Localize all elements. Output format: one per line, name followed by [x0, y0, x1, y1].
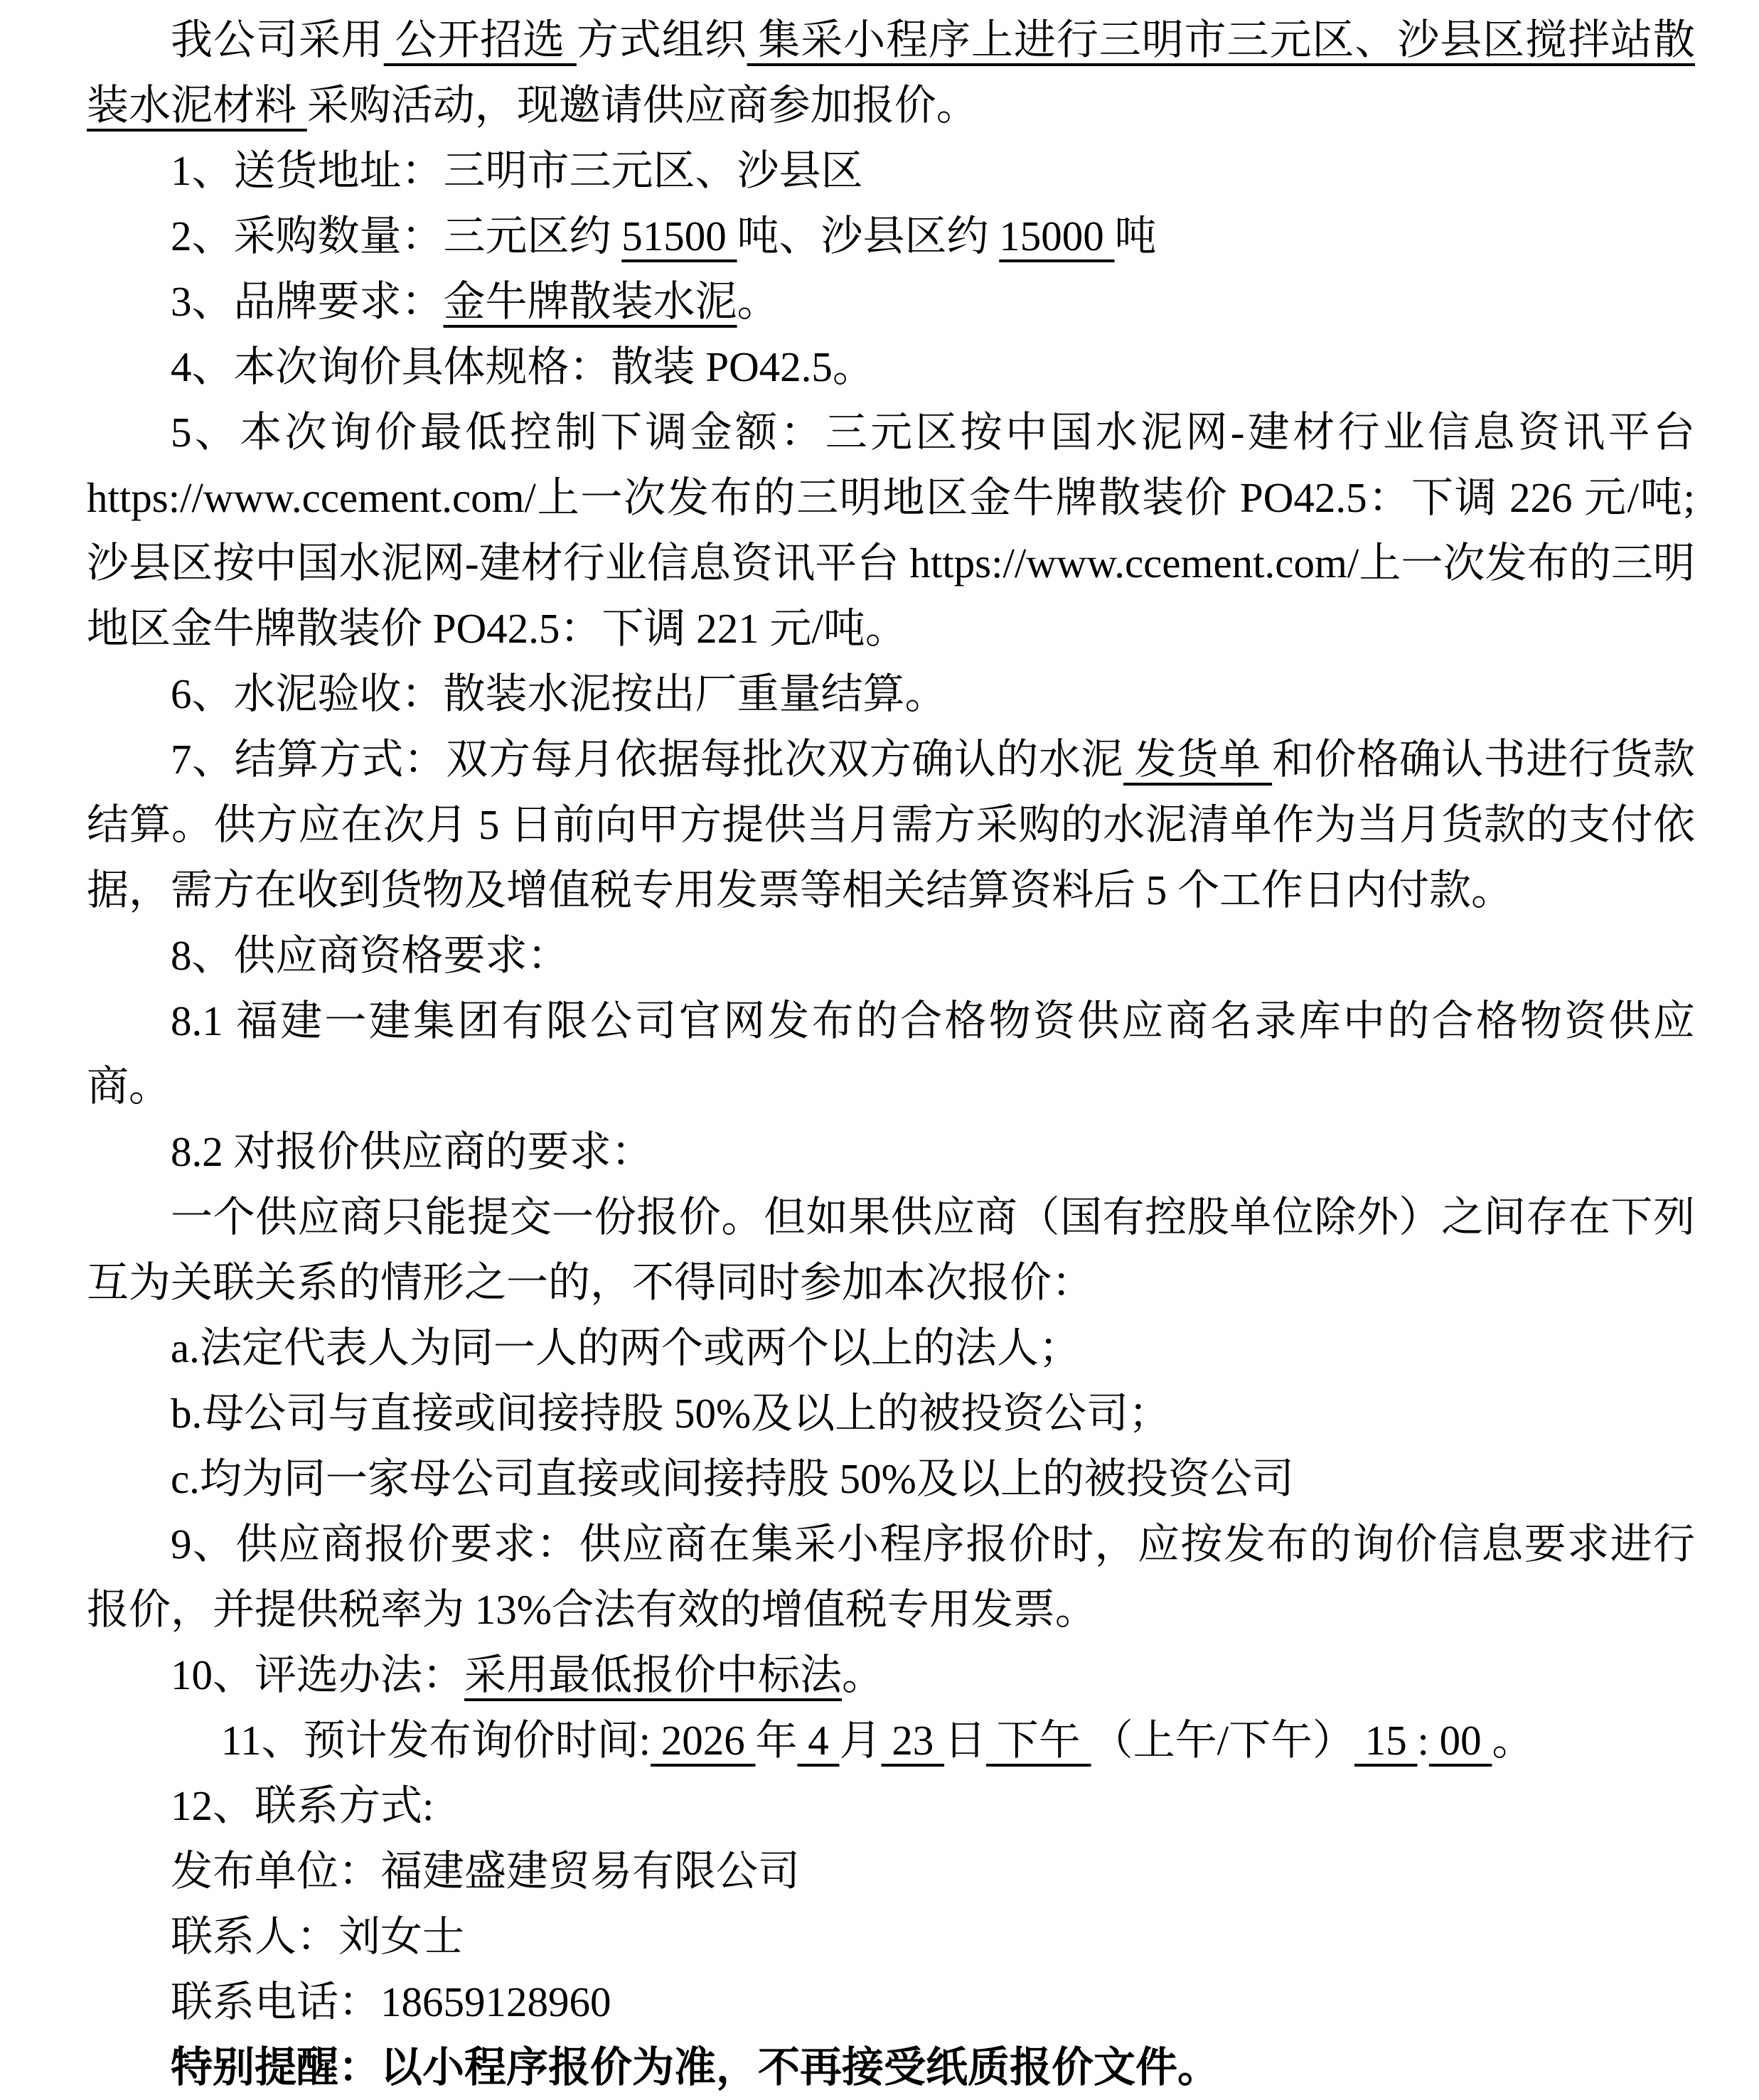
underlined-text: 23 [881, 1717, 945, 1764]
text-segment: 发布单位：福建盛建贸易有限公司 [171, 1848, 801, 1895]
text-segment: 。 [1492, 1717, 1534, 1764]
underlined-text: 金牛牌散装水泥 [443, 278, 737, 325]
text-segment: 一个供应商只能提交一份报价。但如果供应商（国有控股单位除外）之间存在下列互为关联关系的情形之一的，不得同时参加本次报价： [87, 1194, 1695, 1306]
text-segment: 和价格确认书进行货款结算。供方应在次月 5 日前向甲方提供当月需方采购的水泥清单作为当月货款的支付依据，需方在收到货物及增值税专用发票等相关结算资料后 5 个工作日内付款。 [87, 736, 1695, 914]
underlined-text: 15000 [999, 213, 1115, 259]
paragraph-14 [87, 1381, 1695, 1446]
underlined-text: 公开招选 [383, 16, 577, 63]
paragraph-17 [87, 1642, 1695, 1708]
text-segment: 特别提醒：以小程序报价为准，不再接受纸质报价文件。 [171, 2044, 1220, 2091]
text-segment: 吨、沙县区约 [737, 213, 1000, 259]
text-segment: 4、本次询价具体规格：散装 PO42.5。 [171, 343, 875, 390]
underlined-text: 下午 [986, 1717, 1091, 1764]
underlined-text: 发货单 [1123, 736, 1273, 783]
text-segment: 联系电话：18659128960 [171, 1978, 611, 2025]
paragraph-4 [87, 269, 1695, 334]
text-segment: 11、预计发布询价时间: [220, 1717, 651, 1764]
paragraph-15 [87, 1446, 1695, 1511]
text-segment: 9、供应商报价要求：供应商在集采小程序报价时，应按发布的询价信息要求进行报价，并提供税率为 13%合法有效的增值税专用发票。 [87, 1521, 1695, 1633]
paragraph-12 [87, 1184, 1695, 1315]
text-segment: 我公司采用 [171, 16, 384, 63]
text-segment: 8.2 对报价供应商的要求： [171, 1128, 653, 1175]
text-segment: 10、评选办法： [171, 1651, 465, 1698]
text-segment: 日 [944, 1717, 987, 1764]
text-segment: 吨 [1114, 213, 1157, 259]
text-segment: 3、品牌要求： [171, 278, 444, 325]
paragraph-9 [87, 923, 1695, 988]
text-segment: 方式组织 [576, 16, 747, 63]
paragraph-5 [87, 334, 1695, 400]
text-segment: 12、联系方式: [171, 1782, 434, 1829]
paragraph-20 [87, 1838, 1695, 1904]
underlined-text: 4 [797, 1717, 840, 1764]
text-segment: （上午/下午） [1091, 1717, 1354, 1764]
paragraph-22 [87, 1969, 1695, 2035]
paragraph-3 [87, 203, 1695, 269]
document-body [87, 7, 1695, 2100]
paragraph-8 [87, 727, 1695, 923]
paragraph-2 [87, 138, 1695, 203]
text-segment: a.法定代表人为同一人的两个或两个以上的法人； [171, 1324, 1081, 1371]
text-segment: 8.1 福建一建集团有限公司官网发布的合格物资供应商名录库中的合格物资供应商。 [87, 997, 1695, 1110]
paragraph-6 [87, 400, 1695, 661]
underlined-text: 2026 [651, 1717, 756, 1764]
paragraph-10 [87, 988, 1695, 1119]
paragraph-1 [87, 7, 1695, 138]
text-segment: 。 [842, 1651, 884, 1698]
paragraph-7 [87, 661, 1695, 727]
text-segment: 7、结算方式：双方每月依据每批次双方确认的水泥 [171, 736, 1123, 783]
text-segment: 采购活动，现邀请供应商参加报价。 [306, 82, 978, 129]
text-segment: 年 [755, 1717, 798, 1764]
text-segment: : [1417, 1717, 1429, 1764]
underlined-text: 51500 [621, 213, 737, 259]
text-segment: c.均为同一家母公司直接或间接持股 50%及以上的被投资公司 [171, 1455, 1294, 1502]
paragraph-16 [87, 1511, 1695, 1642]
text-segment: 联系人：刘女士 [171, 1913, 465, 1960]
paragraph-13 [87, 1315, 1695, 1381]
underlined-text: 采用最低报价中标法 [464, 1651, 843, 1698]
text-segment: 6、水泥验收：散装水泥按出厂重量结算。 [171, 670, 947, 717]
underlined-text: 00 [1428, 1717, 1492, 1764]
text-segment: 5、本次询价最低控制下调金额：三元区按中国水泥网-建材行业信息资讯平台https://www.ccement.com/上一次发布的三明地区金牛牌散装价 PO42.5：下调 226 元/吨;沙县区按中国水泥网-建材行业信息资讯平台 https://www.ccement.com/上一次发布的三明地区金牛牌散装价 PO42.5：下调 221 元/吨。 [87, 409, 1695, 652]
text-segment: 。 [737, 278, 779, 325]
underlined-text: 15 [1354, 1717, 1418, 1764]
text-segment: 8、供应商资格要求： [171, 932, 570, 979]
text-segment: 1、送货地址：三明市三元区、沙县区 [171, 147, 863, 194]
paragraph-19 [87, 1773, 1695, 1838]
paragraph-11 [87, 1119, 1695, 1184]
paragraph-18 [87, 1708, 1695, 1773]
paragraph-23 [87, 2035, 1695, 2100]
text-segment: 2、采购数量：三元区约 [171, 213, 622, 259]
text-segment: 月 [839, 1717, 882, 1764]
text-segment: b.母公司与直接或间接持股 50%及以上的被投资公司； [171, 1390, 1171, 1437]
underlined-text: 集采小程序上进行三明市三元区、沙县区搅拌站散装水泥材料 [87, 16, 1695, 129]
paragraph-21 [87, 1904, 1695, 1969]
